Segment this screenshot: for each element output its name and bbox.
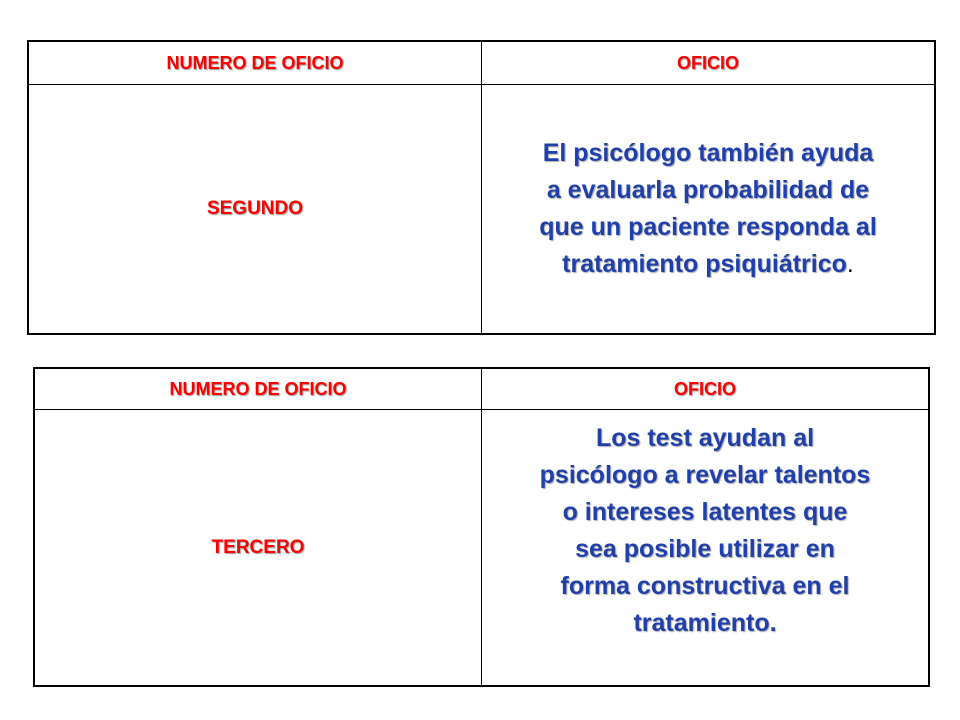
oficio-number-tercero: TERCERO — [211, 536, 305, 558]
header-numero-de-oficio: NUMERO DE OFICIO — [169, 378, 347, 399]
description-line: tratamiento. — [633, 609, 777, 637]
header-oficio: OFICIO — [677, 52, 739, 73]
description-line: sea posible utilizar en — [575, 535, 835, 563]
trailing-period: . — [846, 250, 854, 278]
header-numero-de-oficio: NUMERO DE OFICIO — [166, 52, 344, 73]
oficio-table-tercero — [33, 367, 930, 687]
description-line: que un paciente responda al — [539, 213, 877, 241]
oficio-number-segundo: SEGUNDO — [206, 198, 304, 219]
description-line: a evaluarla probabilidad de — [546, 176, 870, 204]
description-line: o intereses latentes que — [562, 498, 848, 526]
description-line-text: tratamiento psiquiátrico — [562, 250, 847, 278]
description-line: El psicólogo también ayuda — [542, 139, 874, 167]
oficio-description-tercero — [482, 410, 928, 685]
oficio-description-segundo — [482, 85, 934, 333]
description-line — [562, 246, 854, 283]
header-oficio: OFICIO — [674, 378, 736, 399]
description-line: Los test ayudan al — [595, 424, 815, 452]
description-line: psicólogo a revelar talentos — [539, 461, 871, 489]
description-line: forma constructiva en el — [560, 572, 850, 600]
oficio-table-segundo — [27, 40, 936, 335]
